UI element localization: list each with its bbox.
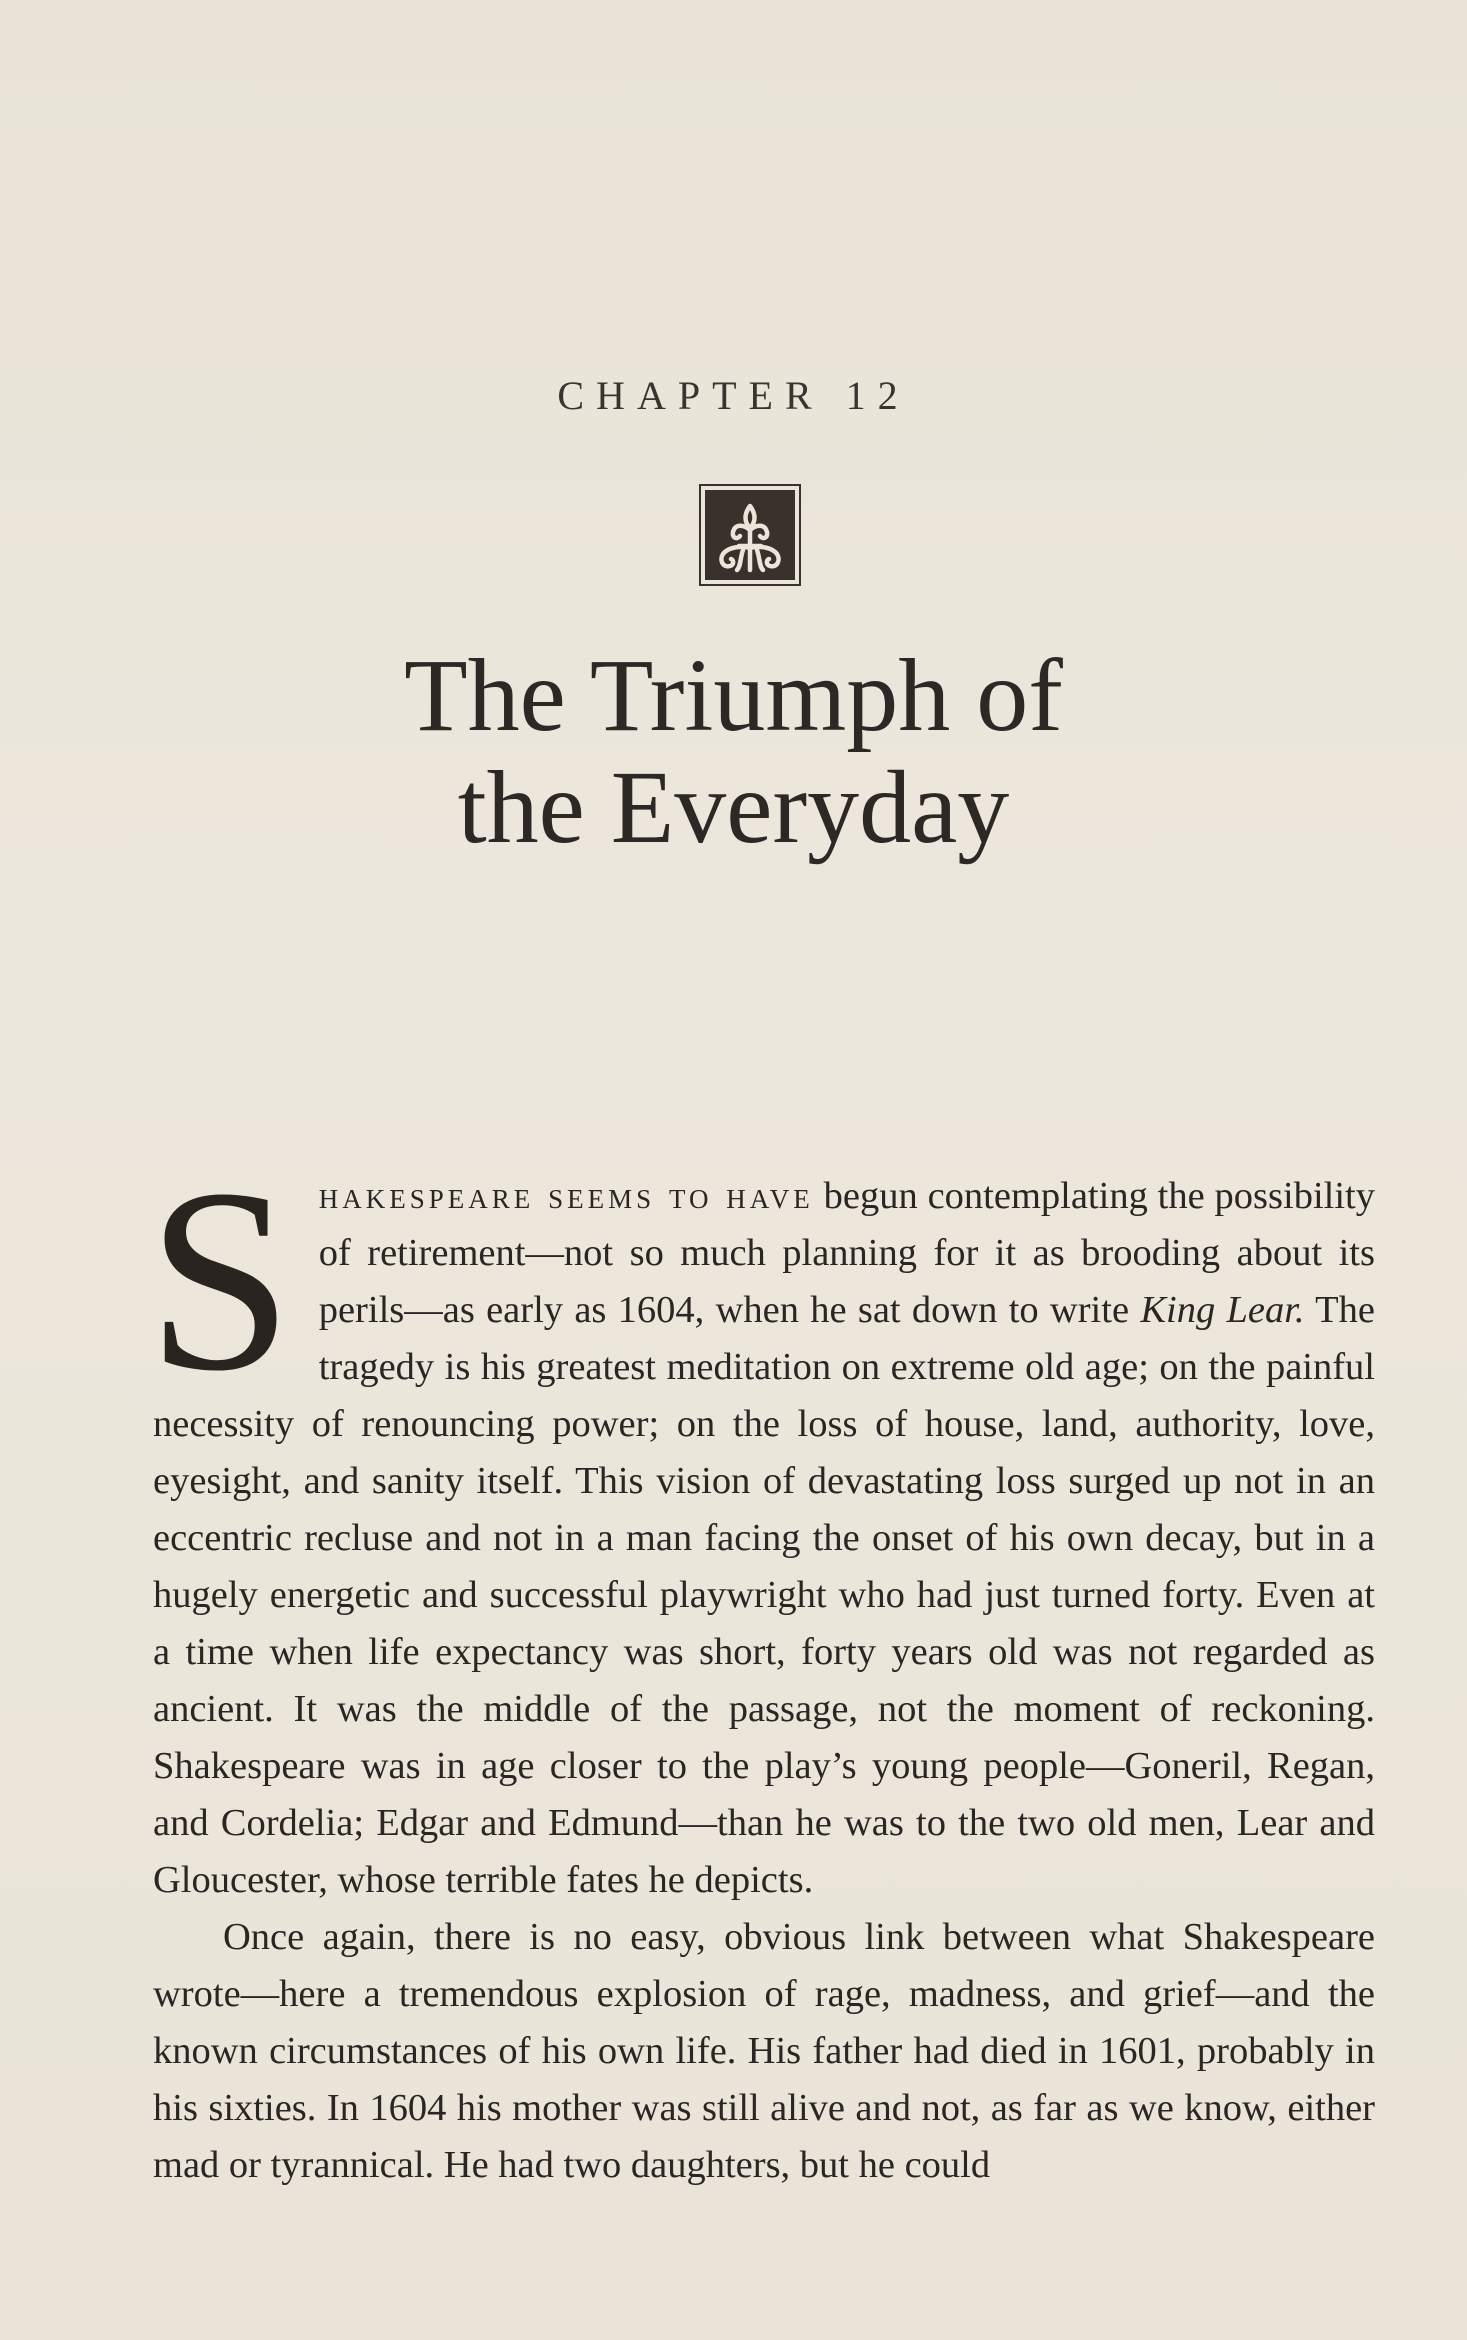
chapter-body [147,1135,1375,2194]
opening-small-caps: hakespeare seems to have [318,1175,814,1217]
chapter-title-line-2: the Everyday [457,750,1010,865]
paragraph-2: Once again, there is no easy, obvious link between what Shakespeare wrote—here a tremendous explosion of rage, madness, and grief—and the known circumstances of his own life. His father had died in 1601, probably in his sixties. In 1604 his mother was still alive and not, as far as we know, either mad or tyrannical. He had two daughters, but he could [153,1916,1375,2186]
paragraph-1-text-b: The tragedy is his greatest meditation on extreme old age; on the painful necessity of renouncing power; on the loss of house, land, authority, love, eyesight, and sanity itself. This vision of devastating loss surged up not in an eccentric recluse and not in a man facing the onset of his own decay, but in a hugely energetic and successful playwright who had just turned forty. Even at a time when life expectancy was short, forty years old was not regarded as ancient. It was the middle of the passage, not the moment of reckoning. Shakespeare was in age closer to the play’s young people—Goneril, Regan, and Cordelia; Edgar and Edmund—than he was to the two old men, Lear and Gloucester, whose terrible fates he depicts. [153,1289,1375,1901]
paragraph-1 [147,1135,1375,1909]
chapter-title-line-1: The Triumph of [404,638,1063,753]
play-title: King Lear. [1140,1289,1305,1331]
drop-cap: S [147,1135,293,1425]
fleur-de-lis-ornament-icon [699,484,801,586]
chapter-title [0,640,1467,864]
paragraph-1-text-a: begun contemplating the possibility of retirement—not so much planning for it as brooding about its perils—as early as 1604, when he sat down to write [318,1175,1375,1331]
chapter-label: CHAPTER 12 [557,373,910,418]
